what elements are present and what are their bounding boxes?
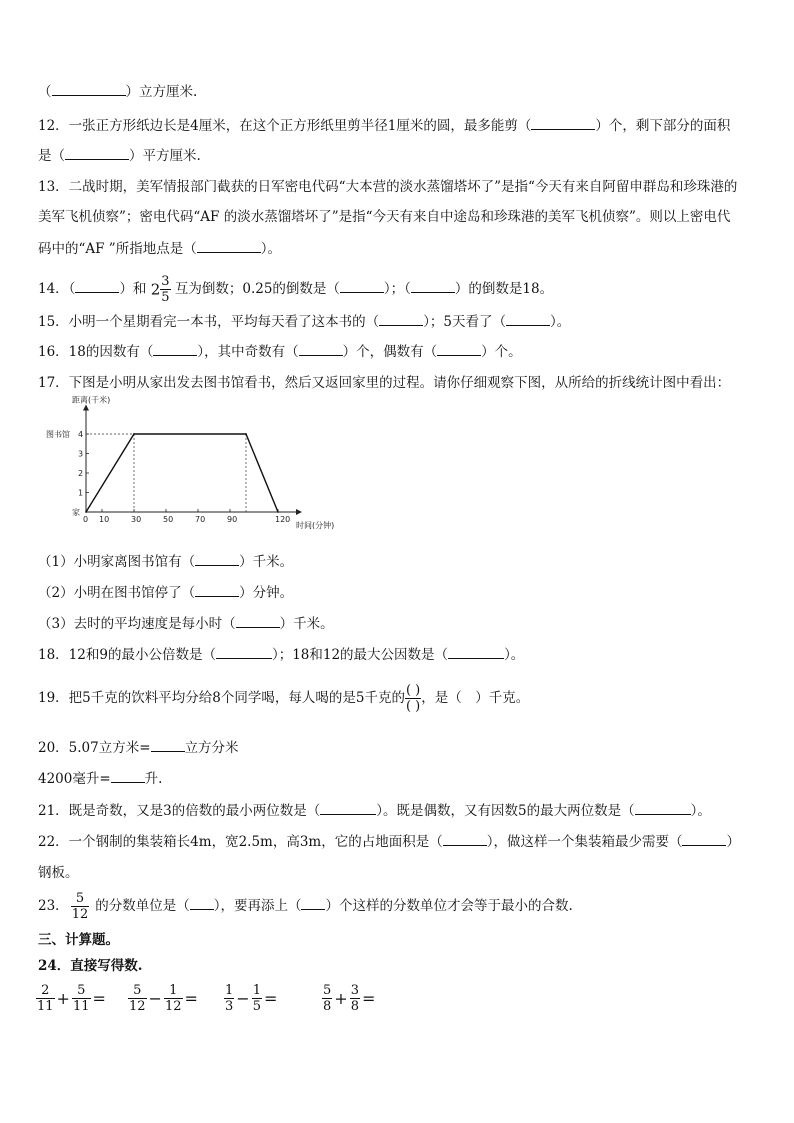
equals-sign: = bbox=[184, 989, 198, 1008]
answer-blank[interactable] bbox=[216, 646, 272, 659]
fraction bbox=[71, 891, 90, 922]
answer-blank[interactable] bbox=[682, 833, 726, 846]
operator: + bbox=[56, 989, 70, 1008]
y-tick-label: 4 bbox=[78, 430, 84, 439]
question-23 bbox=[38, 888, 573, 924]
q12-text: 12．一张正方形纸边长是4厘米，在这个正方形纸里剪半径1厘米的圆，最多能剪（ bbox=[38, 118, 532, 134]
answer-blank[interactable] bbox=[195, 584, 239, 597]
equals-sign: = bbox=[263, 989, 278, 1008]
q20-text-a: 20．5.07立方米= bbox=[38, 740, 151, 756]
fraction-numerator: 3 bbox=[350, 983, 359, 998]
fraction-denominator: 5 bbox=[161, 290, 170, 305]
question-12-line1 bbox=[38, 117, 730, 134]
q23-text-c: ），要再添上（ bbox=[213, 898, 302, 914]
operator: + bbox=[334, 989, 348, 1008]
fraction bbox=[72, 983, 91, 1014]
q11-tail bbox=[38, 83, 197, 100]
answer-blank[interactable] bbox=[379, 313, 423, 326]
q12-text-b: ）个，剩下部分的面积 bbox=[595, 118, 731, 134]
answer-blank[interactable] bbox=[443, 833, 487, 846]
q13-text-c: 码中的“AF ”所指地点是（ bbox=[38, 241, 197, 257]
question-13-line1: 13．二战时期，美军情报部门截获的日军密电代码“大本营的淡水蒸馏塔坏了”是指“今天有来自阿留申群岛和珍珠港的 bbox=[38, 179, 738, 195]
question-17-2 bbox=[38, 584, 293, 601]
calc-item-3 bbox=[224, 983, 279, 1014]
fraction-denominator: 11 bbox=[37, 999, 54, 1014]
q21-text-a: 21．既是奇数，又是3的倍数的最小两位数是（ bbox=[38, 803, 321, 819]
answer-blank[interactable] bbox=[301, 897, 325, 910]
calc-item-2 bbox=[128, 983, 200, 1014]
question-17-3 bbox=[38, 615, 334, 632]
question-21 bbox=[38, 802, 711, 819]
q14-text-e: ）的倒数是18。 bbox=[454, 281, 554, 297]
fraction bbox=[36, 983, 55, 1014]
question-14 bbox=[38, 274, 553, 305]
q18-text-c: ）。 bbox=[504, 647, 525, 663]
fraction-numerator: 2 bbox=[36, 983, 55, 999]
fraction bbox=[224, 983, 234, 1014]
x-tick-label: 30 bbox=[131, 515, 142, 524]
fraction-denominator: 12 bbox=[71, 907, 89, 922]
answer-blank[interactable] bbox=[111, 770, 145, 783]
fraction bbox=[160, 274, 170, 305]
operator: − bbox=[148, 989, 162, 1008]
y-axis-arrow bbox=[83, 405, 89, 411]
x-tick-label: 120 bbox=[275, 515, 291, 524]
x-axis-label: 时间(分钟) bbox=[296, 521, 335, 530]
fraction bbox=[164, 983, 183, 1014]
fraction-blank[interactable] bbox=[405, 683, 421, 714]
q17-1-text-b: ）千米。 bbox=[239, 554, 294, 570]
fraction-denominator: 8 bbox=[323, 999, 332, 1014]
question-13-line2: 美军飞机侦察”；密电代码“AF 的淡水蒸馏塔坏了”是指“今天有来自中途岛和珍珠港的美军飞机侦察”。则以上密电代 bbox=[38, 209, 731, 225]
data-point bbox=[85, 511, 87, 513]
answer-blank[interactable] bbox=[151, 739, 185, 752]
fraction-denominator: 12 bbox=[164, 999, 182, 1014]
q20-text-b: 立方分米 bbox=[184, 740, 239, 756]
series-line bbox=[86, 434, 278, 512]
answer-blank[interactable] bbox=[195, 553, 239, 566]
fraction-denominator: 11 bbox=[72, 999, 90, 1014]
fraction-numerator: 5 bbox=[72, 983, 91, 999]
fraction-numerator: 3 bbox=[161, 274, 170, 289]
fraction bbox=[128, 983, 147, 1014]
data-point bbox=[133, 433, 135, 435]
data-point bbox=[245, 433, 247, 435]
q14-text-a: 14．（ bbox=[38, 281, 76, 297]
answer-blank[interactable] bbox=[153, 343, 197, 356]
q19-text-a: 19．把5千克的饮料平均分给8个同学喝，每人喝的是5千克的 bbox=[38, 690, 405, 706]
fraction-denominator: 8 bbox=[350, 999, 359, 1014]
data-point bbox=[277, 511, 279, 513]
q17-3-text-b: ）千米。 bbox=[279, 616, 334, 632]
q15-text-c: ）。 bbox=[550, 314, 571, 330]
question-16 bbox=[38, 343, 522, 360]
answer-blank[interactable] bbox=[236, 615, 280, 628]
answer-blank[interactable] bbox=[75, 280, 119, 293]
fraction-numerator: 5 bbox=[71, 891, 90, 907]
q16-text-c: ）个，偶数有（ bbox=[342, 344, 438, 360]
q18-text-b: ）；18和12的最大公因数是（ bbox=[271, 647, 449, 663]
q17-2-text-a: （2）小明在图书馆停了（ bbox=[38, 585, 196, 601]
x-tick-label: 10 bbox=[99, 515, 110, 524]
calc-item-4 bbox=[322, 983, 377, 1014]
y-tick-label: 1 bbox=[78, 488, 84, 498]
fraction-denominator: 12 bbox=[129, 999, 146, 1014]
fraction-numerator: 1 bbox=[225, 983, 234, 998]
answer-blank[interactable] bbox=[531, 117, 595, 130]
q12-text-d: ）平方厘米. bbox=[129, 148, 201, 164]
mixed-number bbox=[151, 274, 171, 305]
fraction-denominator: 3 bbox=[225, 999, 234, 1014]
q11-open: （ bbox=[38, 84, 52, 100]
fraction-numerator: 1 bbox=[252, 983, 261, 998]
answer-blank[interactable] bbox=[190, 897, 214, 910]
fraction bbox=[322, 983, 332, 1014]
y-axis-label: 距离(千米) bbox=[72, 395, 111, 405]
answer-blank[interactable] bbox=[448, 646, 504, 659]
equals-sign: = bbox=[92, 989, 106, 1008]
q21-text-b: ）。既是偶数，又有因数5的最大两位数是（ bbox=[376, 803, 635, 819]
question-20-line2 bbox=[38, 770, 162, 787]
answer-blank[interactable] bbox=[437, 343, 481, 356]
y-tick-label-library: 图书馆 bbox=[46, 430, 70, 439]
q17-3-text-a: （3）去时的平均速度是每小时（ bbox=[38, 616, 236, 632]
fraction-numerator: ( ) bbox=[405, 683, 421, 698]
x-axis-arrow bbox=[296, 509, 302, 515]
q11-close: ）立方厘米. bbox=[125, 84, 198, 100]
question-22-line1 bbox=[38, 833, 740, 850]
q18-text-a: 18．12和9的最小公倍数是（ bbox=[38, 647, 216, 663]
q14-text-d: ）；（ bbox=[383, 281, 411, 297]
answer-blank[interactable] bbox=[506, 313, 550, 326]
q16-text-b: ），其中奇数有（ bbox=[197, 344, 299, 360]
question-19 bbox=[38, 682, 529, 714]
q20-text-c: 4200毫升= bbox=[38, 771, 111, 787]
distance-time-chart bbox=[38, 395, 335, 540]
question-18 bbox=[38, 646, 524, 663]
q17-2-text-b: ）分钟。 bbox=[239, 585, 294, 601]
calc-item-1 bbox=[36, 983, 108, 1014]
q15-text-b: ）；5天看了（ bbox=[423, 314, 507, 330]
q22-text-c: ） bbox=[726, 834, 740, 850]
chart-plot bbox=[46, 395, 334, 531]
answer-blank[interactable] bbox=[320, 802, 376, 815]
fraction bbox=[350, 983, 360, 1014]
fraction bbox=[252, 983, 262, 1014]
q20-text-d: 升. bbox=[144, 771, 163, 787]
question-12-line2 bbox=[38, 147, 201, 164]
operator: − bbox=[236, 989, 250, 1008]
answer-blank[interactable] bbox=[52, 83, 126, 96]
q14-text-b: ）和 bbox=[119, 281, 147, 297]
q22-text-b: ），做这样一个集装箱最少需要（ bbox=[486, 834, 683, 850]
x-tick-label: 0 bbox=[83, 515, 89, 524]
q13-text-d: ）。 bbox=[260, 241, 281, 257]
fraction-numerator: 5 bbox=[128, 983, 147, 999]
answer-blank[interactable] bbox=[411, 280, 455, 293]
fraction-numerator: 1 bbox=[164, 983, 183, 999]
x-tick-label: 90 bbox=[227, 515, 238, 524]
fraction-numerator: 5 bbox=[323, 983, 332, 998]
answer-blank[interactable] bbox=[635, 802, 691, 815]
question-15 bbox=[38, 313, 570, 330]
y-tick-label-home: 家 bbox=[72, 508, 80, 517]
q15-text-a: 15．小明一个星期看完一本书，平均每天看了这本书的（ bbox=[38, 314, 380, 330]
x-tick-label: 70 bbox=[195, 515, 206, 524]
y-tick-label: 3 bbox=[78, 449, 84, 459]
question-17: 17．下图是小明从家出发去图书馆看书，然后又返回家里的过程。请你仔细观察下图，从所给的折线统计图中看出： bbox=[38, 375, 731, 391]
mixed-whole: 2 bbox=[150, 280, 161, 299]
equals-sign: = bbox=[361, 989, 376, 1008]
q16-text-a: 16．18的因数有（ bbox=[38, 344, 154, 360]
question-22-line2: 钢板。 bbox=[38, 865, 79, 881]
question-24: 24．直接写得数. bbox=[38, 958, 143, 974]
y-tick-label: 2 bbox=[78, 469, 84, 478]
fraction-denominator: ( ) bbox=[405, 699, 421, 714]
q22-text-a: 22．一个钢制的集装箱长4m，宽2.5m，高3m，它的占地面积是（ bbox=[38, 834, 443, 850]
q23-text-a: 23． bbox=[38, 898, 69, 914]
answer-blank[interactable] bbox=[340, 280, 384, 293]
q17-1-text-a: （1）小明家离图书馆有（ bbox=[38, 554, 196, 570]
answer-blank[interactable] bbox=[65, 147, 129, 160]
answer-blank[interactable] bbox=[197, 240, 261, 253]
answer-blank[interactable] bbox=[299, 343, 343, 356]
q21-text-c: ）。 bbox=[690, 803, 711, 819]
section-3-heading: 三、计算题。 bbox=[38, 932, 119, 948]
q16-text-d: ）个。 bbox=[481, 344, 522, 360]
question-20-line1 bbox=[38, 739, 239, 756]
q23-text-b: 的分数单位是（ bbox=[95, 898, 190, 914]
x-tick-label: 50 bbox=[163, 515, 174, 524]
q12-text-c: 是（ bbox=[38, 148, 65, 164]
question-13-line3 bbox=[38, 240, 281, 257]
fraction-denominator: 5 bbox=[252, 999, 261, 1014]
question-17-1 bbox=[38, 553, 293, 570]
q23-text-d: ）个这样的分数单位才会等于最小的合数. bbox=[325, 898, 573, 914]
q14-text-c: 互为倒数；0.25的倒数是（ bbox=[174, 281, 340, 297]
q19-text-b: ，是（ ）千克。 bbox=[421, 690, 530, 706]
